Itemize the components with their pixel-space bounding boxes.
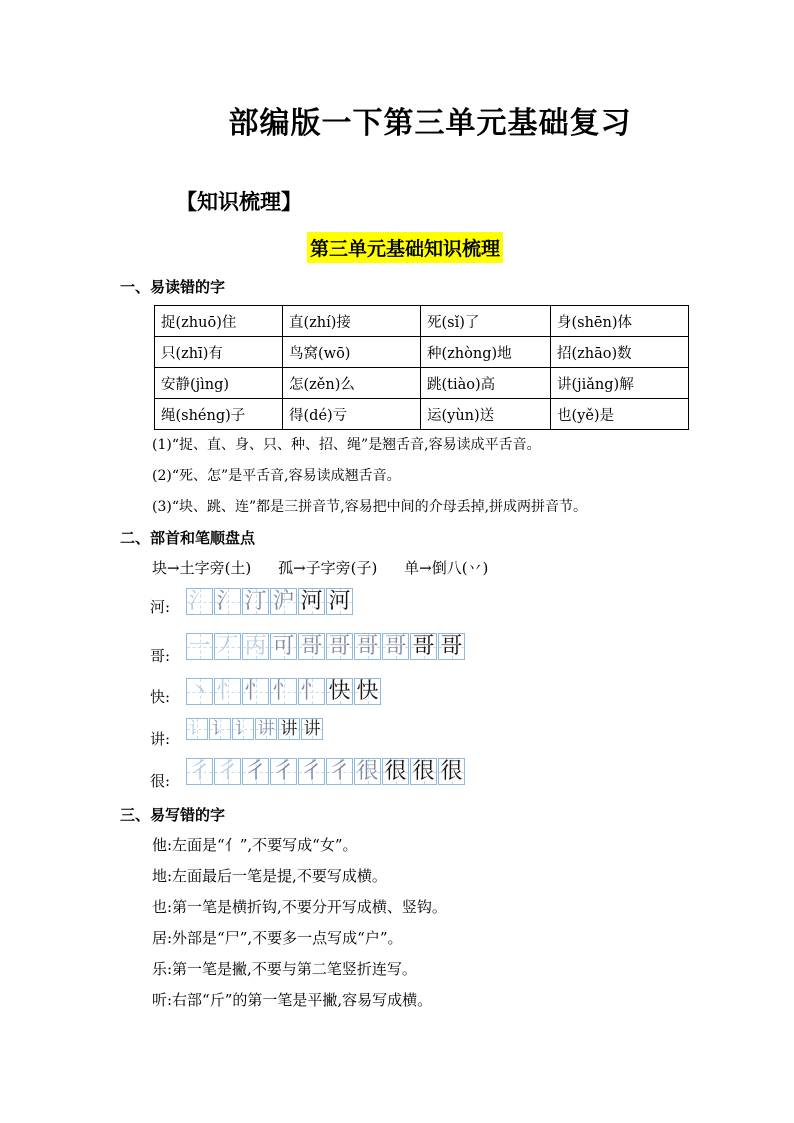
stroke-step: 哥 <box>438 633 465 660</box>
stroke-step: 氵 <box>214 588 241 615</box>
section1-heading: 一、易读错的字 <box>120 278 226 296</box>
table-cell: 跳(tiào)高 <box>421 368 551 399</box>
error-char-line: 居:外部是“尸”,不要多一点写成“户”。 <box>152 929 403 947</box>
error-char-line: 地:左面最后一笔是提,不要写成横。 <box>152 867 387 885</box>
stroke-step: 彳 <box>186 758 213 785</box>
table-cell: 身(shēn)体 <box>551 306 689 337</box>
stroke-step: 讠 <box>186 718 208 740</box>
stroke-step: 哥 <box>354 633 381 660</box>
table-cell: 运(yùn)送 <box>421 399 551 430</box>
stroke-step: 忄 <box>298 678 325 705</box>
table-cell: 也(yě)是 <box>551 399 689 430</box>
stroke-step: 讠 <box>209 718 231 740</box>
note-1: (1)“捉、直、身、只、种、招、绳”是翘舌音,容易读成平舌音。 <box>152 437 541 453</box>
stroke-step: 讲 <box>301 718 323 740</box>
radical-item: 孤→子字旁(子) <box>278 559 378 577</box>
stroke-step: 沪 <box>270 588 297 615</box>
table-cell: 绳(shéng)子 <box>155 399 283 430</box>
table-cell: 死(sǐ)了 <box>421 306 551 337</box>
stroke-step: 哥 <box>298 633 325 660</box>
section3-heading: 三、易写错的字 <box>120 806 226 824</box>
stroke-step: 可 <box>270 633 297 660</box>
radical-item: 单→倒八(丷) <box>404 559 489 577</box>
radical-list <box>152 557 510 578</box>
stroke-step: 忄 <box>270 678 297 705</box>
stroke-step: 彳 <box>242 758 269 785</box>
stroke-step: 彳 <box>270 758 297 785</box>
table-row <box>155 337 689 368</box>
section-tag: 【知识梳理】 <box>176 189 302 214</box>
table-cell: 鸟窝(wō) <box>283 337 421 368</box>
stroke-step: 快 <box>326 678 353 705</box>
pronunciation-table <box>154 305 689 430</box>
stroke-cells <box>186 758 466 785</box>
table-row <box>155 306 689 337</box>
stroke-label: 很: <box>150 772 171 790</box>
section2-heading: 二、部首和笔顺盘点 <box>120 529 256 547</box>
stroke-step: 丶 <box>186 678 213 705</box>
stroke-step: 忄 <box>242 678 269 705</box>
stroke-step: 很 <box>410 758 437 785</box>
subtitle-highlight: 第三单元基础知识梳理 <box>307 232 503 263</box>
stroke-step: 河 <box>326 588 353 615</box>
stroke-step: 哥 <box>382 633 409 660</box>
stroke-step: 忄 <box>214 678 241 705</box>
stroke-step: 丆 <box>214 633 241 660</box>
stroke-label: 河: <box>150 598 171 616</box>
error-char-line: 也:第一笔是横折钩,不要分开写成横、竖钩。 <box>152 898 447 916</box>
table-cell: 招(zhāo)数 <box>551 337 689 368</box>
table-cell: 怎(zěn)么 <box>283 368 421 399</box>
page-title: 部编版一下第三单元基础复习 <box>228 106 632 141</box>
stroke-cells <box>186 678 382 705</box>
stroke-step: 很 <box>438 758 465 785</box>
stroke-step: 彳 <box>326 758 353 785</box>
stroke-label: 哥: <box>150 647 171 665</box>
note-2: (2)“死、怎”是平舌音,容易读成翘舌音。 <box>152 468 401 484</box>
stroke-step: 氵 <box>186 588 213 615</box>
table-row <box>155 399 689 430</box>
stroke-step: 河 <box>298 588 325 615</box>
stroke-step: 彳 <box>298 758 325 785</box>
stroke-cells <box>186 718 324 740</box>
stroke-step: 哥 <box>410 633 437 660</box>
stroke-step: 一 <box>186 633 213 660</box>
note-3: (3)“块、跳、连”都是三拼音节,容易把中间的介母丢掉,拼成两拼音节。 <box>152 499 588 515</box>
stroke-step: 快 <box>354 678 381 705</box>
table-cell: 安静(jìng) <box>155 368 283 399</box>
stroke-label: 快: <box>150 688 171 706</box>
table-cell: 种(zhòng)地 <box>421 337 551 368</box>
table-cell: 直(zhí)接 <box>283 306 421 337</box>
table-cell: 只(zhī)有 <box>155 337 283 368</box>
error-char-line: 听:右部“斤”的第一笔是平撇,容易写成横。 <box>152 991 433 1009</box>
stroke-label: 讲: <box>150 730 171 748</box>
stroke-step: 丙 <box>242 633 269 660</box>
error-char-line: 他:左面是“亻”,不要写成“女”。 <box>152 836 358 854</box>
stroke-step: 哥 <box>326 633 353 660</box>
radical-item: 块→土字旁(土) <box>152 559 252 577</box>
stroke-step: 讲 <box>255 718 277 740</box>
error-char-line: 乐:第一笔是撇,不要与第二笔竖折连写。 <box>152 960 417 978</box>
stroke-step: 汀 <box>242 588 269 615</box>
table-row <box>155 368 689 399</box>
table-cell: 讲(jiǎng)解 <box>551 368 689 399</box>
stroke-step: 彳 <box>214 758 241 785</box>
stroke-step: 讲 <box>278 718 300 740</box>
stroke-cells <box>186 588 354 615</box>
stroke-step: 很 <box>354 758 381 785</box>
stroke-step: 讠 <box>232 718 254 740</box>
stroke-cells <box>186 633 466 660</box>
table-cell: 捉(zhuō)住 <box>155 306 283 337</box>
stroke-step: 很 <box>382 758 409 785</box>
table-cell: 得(dé)亏 <box>283 399 421 430</box>
